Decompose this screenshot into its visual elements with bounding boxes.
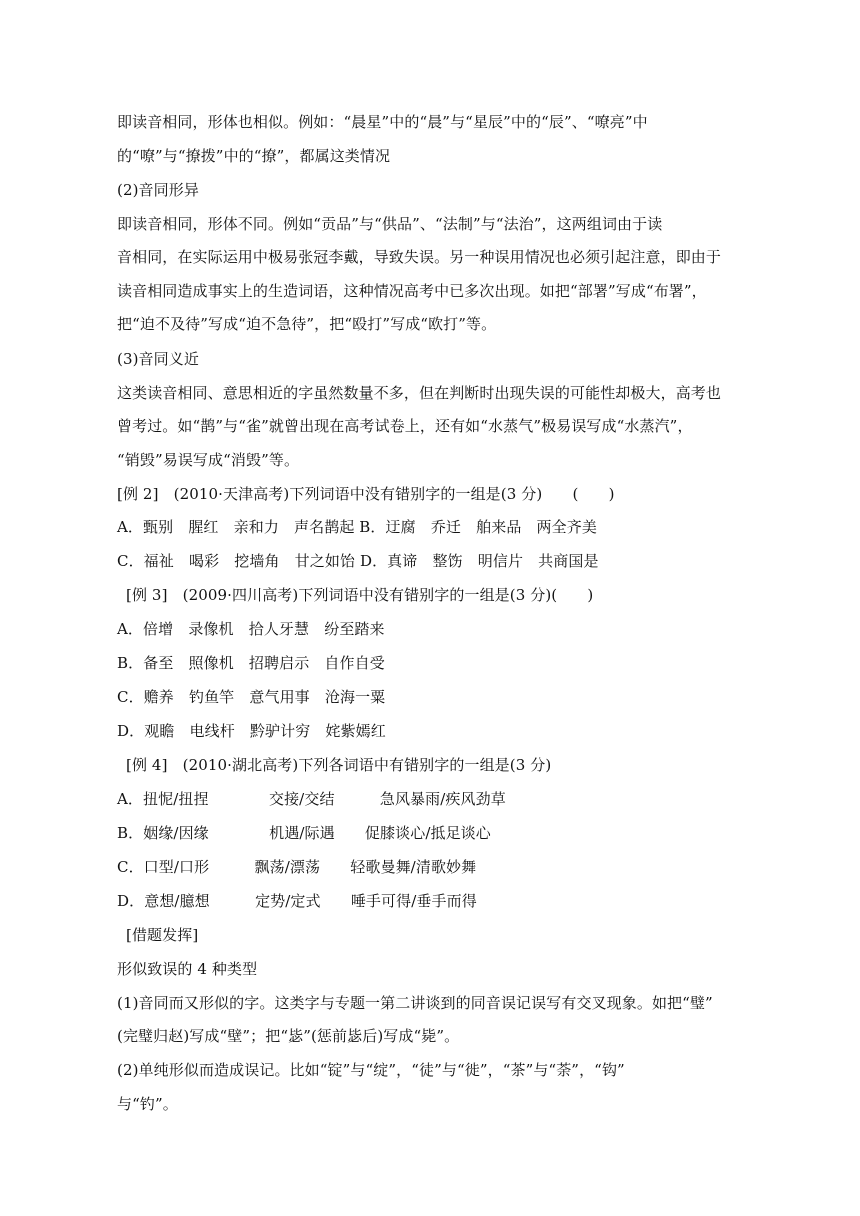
paragraph-line: 与“钓”。 <box>117 1095 178 1113</box>
section-heading: (2)音同形异 <box>117 181 199 199</box>
example-option: A．甄别 腥红 亲和力 声名鹊起 B．迂腐 乔迁 舶来品 两全齐美 <box>117 518 597 536</box>
paragraph-line: 这类读音相同、意思相近的字虽然数量不多，但在判断时出现失误的可能性却极大，高考也 <box>117 384 722 402</box>
example-option: A．扭怩/扭捏 交接/交结 急风暴雨/疾风劲草 <box>117 790 506 808</box>
paragraph-line: 音相同，在实际运用中极易张冠李戴，导致失误。另一种误用情况也必须引起注意，即由于 <box>117 248 722 266</box>
example-option: C．口型/口形 飘荡/漂荡 轻歌曼舞/清歌妙舞 <box>117 858 477 876</box>
paragraph-line: 曾考过。如“鹊”与“雀”就曾出现在高考试卷上，还有如“水蒸气”极易误写成“水蒸汽”， <box>117 417 693 435</box>
section-title: [借题发挥] <box>126 926 199 944</box>
paragraph-line: (完璧归赵)写成“壁”；把“毖”(惩前毖后)写成“毙”。 <box>117 1027 460 1045</box>
paragraph-line: “销毁”易误写成“消毁”等。 <box>117 451 300 469</box>
example-option: C．赡养 钓鱼竿 意气用事 沧海一粟 <box>117 688 386 706</box>
example-option: D．意想/臆想 定势/定式 唾手可得/垂手而得 <box>117 892 477 910</box>
paragraph-line: 读音相同造成事实上的生造词语，这种情况高考中已多次出现。如把“部署”写成“布署”， <box>117 282 707 300</box>
example-option: A．倍增 录像机 拾人牙慧 纷至踏来 <box>117 620 385 638</box>
section-heading: (3)音同义近 <box>117 350 199 368</box>
paragraph-line: 把“迫不及待”写成“迫不急待”，把“殴打”写成“欧打”等。 <box>117 315 497 333</box>
example-title: [例 4] (2010·湖北高考)下列各词语中有错别字的一组是(3 分) <box>126 756 552 774</box>
example-title: [例 3] (2009·四川高考)下列词语中没有错别字的一组是(3 分)( ) <box>126 586 594 604</box>
paragraph-line: 即读音相同，形体也相似。例如：“晨星”中的“晨”与“星辰”中的“辰”、“嘹亮”中 <box>117 113 648 131</box>
example-option: B．备至 照像机 招聘启示 自作自受 <box>117 654 385 672</box>
example-option: D．观瞻 电线杆 黔驴计穷 姹紫嫣红 <box>117 722 386 740</box>
example-title: [例 2] (2010·天津高考)下列词语中没有错别字的一组是(3 分) ( ) <box>117 485 615 503</box>
example-option: C．福祉 喝彩 挖墙角 甘之如饴 D．真谛 整饬 明信片 共商国是 <box>117 552 599 570</box>
paragraph-line: 即读音相同，形体不同。例如“贡品”与“供品”、“法制”与“法治”，这两组词由于读 <box>117 215 663 233</box>
paragraph-line: 的“嘹”与“撩拨”中的“撩”，都属这类情况 <box>117 147 391 165</box>
paragraph-line: (1)音同而又形似的字。这类字与专题一第二讲谈到的同音误记误写有交叉现象。如把“璧” <box>117 994 713 1012</box>
example-option: B．姻缘/因缘 机遇/际遇 促膝谈心/抵足谈心 <box>117 824 491 842</box>
section-heading: 形似致误的 4 种类型 <box>117 960 258 978</box>
paragraph-line: (2)单纯形似而造成误记。比如“锭”与“绽”，“徒”与“徙”，“茶”与“荼”，“钩” <box>117 1061 625 1079</box>
